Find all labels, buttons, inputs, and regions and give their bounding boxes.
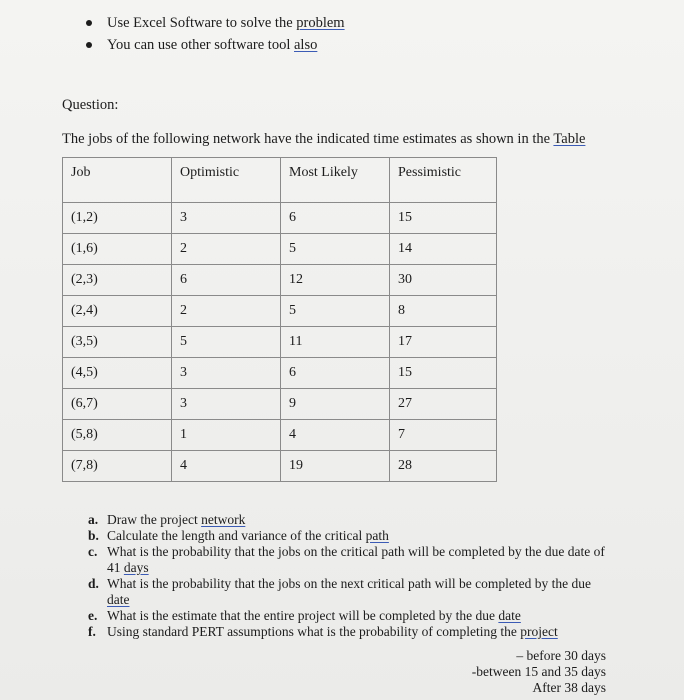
cell-pessimistic: 14	[390, 234, 497, 265]
cell-optimistic: 3	[172, 203, 281, 234]
question-link: date	[498, 608, 521, 623]
question-list	[88, 512, 608, 640]
cell-job: (2,4)	[63, 296, 172, 327]
question-text: Using standard PERT assumptions what is the probability of completing the project	[107, 624, 558, 639]
bullet-icon	[86, 20, 92, 26]
table-row	[63, 358, 497, 389]
question-text: What is the probability that the jobs on the next critical path will be completed by the due date	[107, 576, 591, 607]
question-item	[88, 608, 608, 624]
instruction-item	[86, 34, 345, 56]
question-item	[88, 528, 608, 544]
cell-most-likely: 12	[281, 265, 390, 296]
question-link: days	[123, 560, 149, 575]
cell-optimistic: 4	[172, 451, 281, 482]
table-row	[63, 265, 497, 296]
question-letter: c.	[88, 544, 98, 559]
cell-job: (1,2)	[63, 203, 172, 234]
header-pessimistic: Pessimistic	[390, 158, 497, 203]
cell-job: (7,8)	[63, 451, 172, 482]
table-row	[63, 420, 497, 451]
instruction-link: problem	[296, 14, 345, 31]
instruction-link: also	[294, 36, 318, 53]
cell-optimistic: 2	[172, 296, 281, 327]
table-row	[63, 389, 497, 420]
cell-optimistic: 3	[172, 389, 281, 420]
cell-job: (3,5)	[63, 327, 172, 358]
cell-job: (5,8)	[63, 420, 172, 451]
cell-pessimistic: 27	[390, 389, 497, 420]
cell-job: (2,3)	[63, 265, 172, 296]
question-link: date	[107, 592, 130, 607]
table-row	[63, 234, 497, 265]
range-item: After 38 days	[532, 680, 606, 695]
cell-pessimistic: 8	[390, 296, 497, 327]
bullet-icon	[86, 42, 92, 48]
cell-most-likely: 11	[281, 327, 390, 358]
header-optimistic: Optimistic	[172, 158, 281, 203]
cell-most-likely: 6	[281, 203, 390, 234]
cell-most-likely: 5	[281, 234, 390, 265]
question-label: Question:	[62, 97, 119, 113]
question-letter: d.	[88, 576, 99, 591]
cell-most-likely: 19	[281, 451, 390, 482]
question-letter: b.	[88, 528, 99, 543]
header-job: Job	[63, 158, 172, 203]
cell-job: (4,5)	[63, 358, 172, 389]
question-letter: f.	[88, 624, 96, 639]
question-item	[88, 624, 608, 640]
table-row	[63, 296, 497, 327]
cell-most-likely: 6	[281, 358, 390, 389]
cell-pessimistic: 7	[390, 420, 497, 451]
question-link: network	[201, 512, 246, 527]
cell-most-likely: 4	[281, 420, 390, 451]
cell-pessimistic: 17	[390, 327, 497, 358]
question-text: What is the probability that the jobs on the critical path will be completed by the due date of 41 days	[107, 544, 605, 575]
table-row	[63, 451, 497, 482]
instruction-item	[86, 12, 345, 34]
cell-pessimistic: 30	[390, 265, 497, 296]
question-item	[88, 544, 608, 576]
question-link: project	[520, 624, 558, 639]
cell-optimistic: 5	[172, 327, 281, 358]
cell-most-likely: 9	[281, 389, 390, 420]
question-text: What is the estimate that the entire project will be completed by the due date	[107, 608, 521, 623]
cell-optimistic: 2	[172, 234, 281, 265]
instruction-text: Use Excel Software to solve the problem	[107, 14, 345, 31]
range-item: – before 30 days	[516, 648, 606, 663]
cell-pessimistic: 15	[390, 358, 497, 389]
instruction-text: You can use other software tool also	[107, 36, 318, 53]
range-item: -between 15 and 35 days	[471, 664, 606, 679]
header-most-likely: Most Likely	[281, 158, 390, 203]
cell-job: (6,7)	[63, 389, 172, 420]
cell-pessimistic: 15	[390, 203, 497, 234]
time-ranges	[472, 648, 606, 696]
question-letter: a.	[88, 512, 99, 527]
question-letter: e.	[88, 608, 98, 623]
question-item	[88, 512, 608, 528]
time-estimates-table	[62, 157, 497, 482]
intro-link: Table	[553, 131, 586, 147]
instruction-list	[86, 12, 345, 56]
cell-optimistic: 1	[172, 420, 281, 451]
table-header-row	[63, 158, 497, 203]
cell-optimistic: 3	[172, 358, 281, 389]
cell-most-likely: 5	[281, 296, 390, 327]
cell-optimistic: 6	[172, 265, 281, 296]
table-row	[63, 203, 497, 234]
intro-text: The jobs of the following network have the indicated time estimates as shown in the Table	[62, 131, 586, 147]
cell-pessimistic: 28	[390, 451, 497, 482]
cell-job: (1,6)	[63, 234, 172, 265]
question-item	[88, 576, 608, 608]
question-text: Draw the project network	[107, 512, 246, 527]
question-text: Calculate the length and variance of the critical path	[107, 528, 389, 543]
table-row	[63, 327, 497, 358]
question-link: path	[365, 528, 389, 543]
